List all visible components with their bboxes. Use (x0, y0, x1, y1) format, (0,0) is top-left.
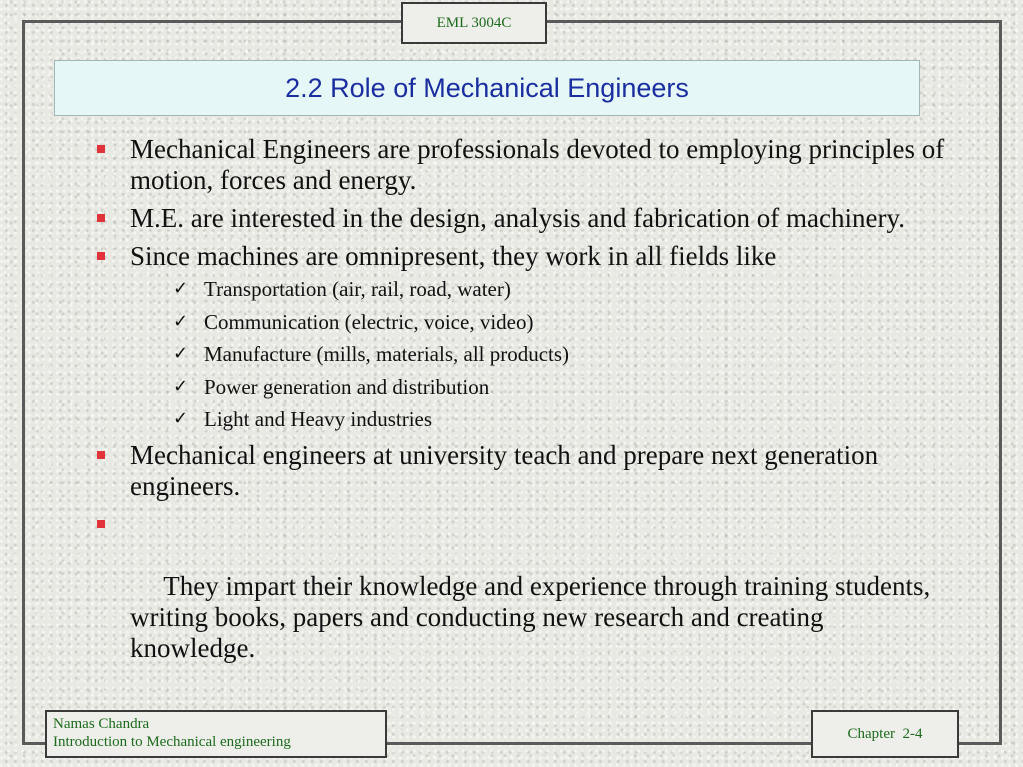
slide-title-box (54, 60, 920, 116)
sub-item-text: Communication (electric, voice, video) (204, 309, 534, 334)
bullet-square-icon (97, 214, 105, 222)
footer-chapter: Chapter 2-4 (847, 725, 923, 742)
check-icon: ✓ (173, 310, 189, 332)
sub-item (95, 306, 955, 339)
course-code: EML 3004C (436, 14, 512, 31)
sub-item (95, 273, 955, 306)
bullet-square-icon (97, 145, 105, 153)
slide-title: 2.2 Role of Mechanical Engineers (285, 72, 689, 103)
bullet-item (95, 509, 955, 695)
bullet-text: They impart their knowledge and experience through training students, writing books, papers and conducting new research and creating knowledge. (130, 570, 938, 663)
slide-content (95, 134, 955, 702)
sub-item-text: Light and Heavy industries (204, 407, 433, 431)
sub-item (95, 371, 955, 404)
check-icon: ✓ (173, 278, 189, 299)
bullet-text: Since machines are omnipresent, they work in all fields like (130, 241, 777, 271)
sub-list (95, 273, 955, 436)
footer-course-title: Introduction to Mechanical engineering (53, 734, 291, 750)
footer-author-box (45, 710, 387, 758)
bullet-item (95, 440, 955, 502)
bullet-text: M.E. are interested in the design, analysis and fabrication of machinery. (130, 203, 905, 233)
sub-item-text: Manufacture (mills, materials, all products) (204, 342, 570, 366)
bullet-square-icon (97, 252, 105, 260)
bullet-square-icon (97, 451, 105, 459)
bullet-item (95, 134, 955, 196)
bullet-text: Mechanical engineers at university teach and prepare next generation engineers. (130, 439, 879, 501)
check-icon: ✓ (173, 375, 189, 397)
bullet-item (95, 203, 955, 234)
frame-left-line (22, 20, 25, 745)
sub-item (95, 403, 955, 436)
footer-chapter-box (811, 710, 959, 758)
sub-item-text: Power generation and distribution (204, 374, 490, 399)
sub-item (95, 338, 955, 371)
check-icon: ✓ (173, 343, 189, 364)
footer-author: Namas Chandra (53, 716, 150, 732)
sub-item-text: Transportation (air, rail, road, water) (204, 277, 511, 301)
bullet-item (95, 241, 955, 272)
bullet-square-icon (97, 520, 105, 528)
frame-right-line (999, 20, 1002, 745)
bullet-text: Mechanical Engineers are professionals devoted to employing principles of motion, forces and energy. (130, 134, 945, 195)
course-code-box (401, 2, 547, 44)
check-icon: ✓ (173, 408, 189, 429)
